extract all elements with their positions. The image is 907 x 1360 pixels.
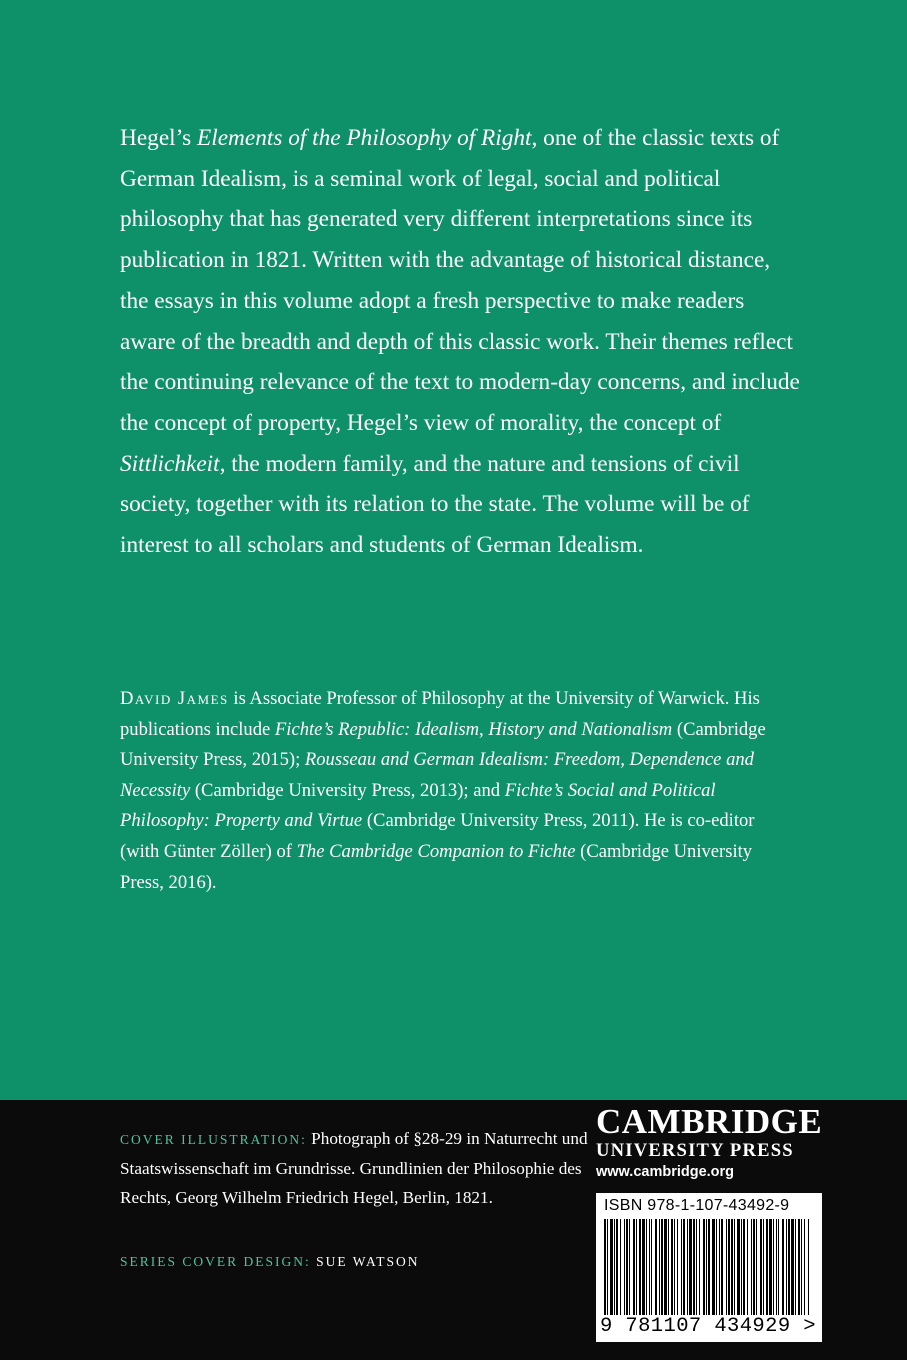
publisher-subtitle: UNIVERSITY PRESS xyxy=(596,1140,794,1161)
barcode-bar xyxy=(804,1219,805,1315)
barcode-bar xyxy=(655,1219,657,1315)
barcode-bar xyxy=(716,1219,717,1315)
barcode-bar xyxy=(756,1219,757,1315)
barcode-bar xyxy=(674,1219,675,1315)
barcode-bar xyxy=(649,1219,650,1315)
barcode-bar xyxy=(693,1219,695,1315)
barcode-bars xyxy=(602,1219,816,1315)
barcode-bar xyxy=(629,1219,630,1315)
barcode-bar xyxy=(614,1219,615,1315)
barcode-bar xyxy=(696,1219,697,1315)
barcode-bar xyxy=(661,1219,663,1315)
author-name: David James xyxy=(120,688,229,709)
barcode-bar xyxy=(786,1219,787,1315)
barcode-bar xyxy=(659,1219,660,1315)
barcode-bar xyxy=(668,1219,669,1315)
barcode-bar xyxy=(763,1219,764,1315)
barcode-bar xyxy=(664,1219,667,1315)
barcode-bar xyxy=(620,1219,621,1315)
barcode-bar xyxy=(808,1219,809,1315)
blurb-text-3: , the modern family, and the nature and tensions of civil society, together with its relation to the state. The volume will be of interest to all scholars and students of German Idealism. xyxy=(120,450,750,559)
isbn-barcode xyxy=(596,1193,822,1342)
barcode-bar xyxy=(689,1219,692,1315)
bio-text-1: is Associate Professor of Philosophy at the University of Warwick. His publications include xyxy=(120,688,760,740)
series-design-label: SERIES COVER DESIGN: xyxy=(120,1254,311,1269)
cover-illustration-text: Photograph of §28-29 in Naturrecht und Staatswissenschaft im Grundrisse. Grundlinien der Philosophie des Rechts, Georg Wilhelm Friedrich Hegel, Berlin, 1821. xyxy=(120,1129,588,1207)
barcode-bar xyxy=(646,1219,647,1315)
bio-text-3: (Cambridge University Press, 2013); and xyxy=(190,779,505,801)
blurb-term: Sittlichkeit xyxy=(120,450,220,477)
bio-text-2: (Cambridge University Press, 2015); xyxy=(120,718,766,771)
barcode-bar xyxy=(719,1219,720,1315)
barcode-bar xyxy=(734,1219,735,1315)
barcode-bar xyxy=(712,1219,715,1315)
barcode-bar xyxy=(708,1219,710,1315)
barcode-bar xyxy=(639,1219,641,1315)
barcode-bar xyxy=(726,1219,727,1315)
bio-text-5: (Cambridge University Press, 2016). xyxy=(120,840,753,893)
barcode-bar xyxy=(651,1219,652,1315)
bio-book-1: Fichte’s Republic: Idealism, History and Nationalism xyxy=(274,718,673,740)
barcode-bar xyxy=(610,1219,613,1315)
author-bio xyxy=(120,684,790,898)
barcode-bar xyxy=(801,1219,802,1315)
barcode-bar xyxy=(769,1219,772,1315)
barcode-bar xyxy=(741,1219,742,1315)
bio-book-3: Fichte’s Social and Political Philosophy: Property and Virtue xyxy=(120,779,716,832)
barcode-digits: 9 781107 434929 > xyxy=(600,1315,816,1338)
publisher-logo xyxy=(596,1103,828,1183)
isbn-label: ISBN 978-1-107-43492-9 xyxy=(604,1197,790,1214)
barcode-bar xyxy=(778,1219,779,1315)
barcode-bar xyxy=(624,1219,625,1315)
barcode-bar xyxy=(766,1219,768,1315)
barcode-bar xyxy=(687,1219,688,1315)
barcode-bar xyxy=(737,1219,740,1315)
barcode-bar xyxy=(776,1219,777,1315)
barcode-bar xyxy=(633,1219,635,1315)
blurb-text-2: , one of the classic texts of German Idealism, is a seminal work of legal, social and political philosophy that has generated very different interpretations since its publication in 1821. Written with the advantage of historical distance, the essays in this volume adopt a fresh perspective to make readers aware of the breadth and depth of this classic work. Their themes reflect the continuing relevance of the text to modern-day concerns, and include the concept of property, Hegel’s view of morality, the concept of xyxy=(120,125,800,436)
barcode-bar xyxy=(751,1219,752,1315)
barcode-bar xyxy=(604,1219,606,1315)
barcode-bar xyxy=(671,1219,673,1315)
cover-illustration-label: COVER ILLUSTRATION: xyxy=(120,1132,307,1147)
barcode-bar xyxy=(747,1219,748,1315)
barcode-bar xyxy=(760,1219,762,1315)
bio-book-4: The Cambridge Companion to Fichte xyxy=(296,840,576,862)
bio-text-4: (Cambridge University Press, 2011). He is co-editor (with Günter Zöller) of xyxy=(120,810,755,862)
barcode-bar xyxy=(626,1219,628,1315)
cover-illustration-credit xyxy=(120,1125,590,1212)
bio-book-2: Rousseau and German Idealism: Freedom, Dependence and Necessity xyxy=(120,749,754,801)
barcode-bar xyxy=(636,1219,637,1315)
barcode-bar xyxy=(721,1219,723,1315)
blurb-book-title: Elements of the Philosophy of Right xyxy=(197,125,532,151)
barcode-bar xyxy=(681,1219,682,1315)
barcode-bar xyxy=(743,1219,745,1315)
barcode-bar xyxy=(703,1219,705,1315)
barcode-bar xyxy=(616,1219,618,1315)
barcode-bar xyxy=(683,1219,685,1315)
barcode-bar xyxy=(699,1219,700,1315)
barcode-bar xyxy=(642,1219,645,1315)
series-designer-name: SUE WATSON xyxy=(316,1254,420,1269)
barcode-bar xyxy=(728,1219,730,1315)
barcode-bar xyxy=(706,1219,707,1315)
barcode-bar xyxy=(788,1219,790,1315)
barcode-bar xyxy=(795,1219,796,1315)
barcode-bar xyxy=(782,1219,784,1315)
barcode-bar xyxy=(677,1219,678,1315)
series-design-credit xyxy=(120,1254,420,1270)
barcode-bar xyxy=(753,1219,755,1315)
barcode-bar xyxy=(798,1219,800,1315)
blurb-text-1: Hegel’s xyxy=(120,125,197,151)
publisher-url: www.cambridge.org xyxy=(596,1164,735,1180)
barcode-bar xyxy=(791,1219,794,1315)
barcode-bar xyxy=(731,1219,733,1315)
publisher-name: CAMBRIDGE xyxy=(596,1102,823,1141)
barcode-bar xyxy=(773,1219,774,1315)
barcode-bar xyxy=(607,1219,608,1315)
book-blurb xyxy=(120,118,800,566)
